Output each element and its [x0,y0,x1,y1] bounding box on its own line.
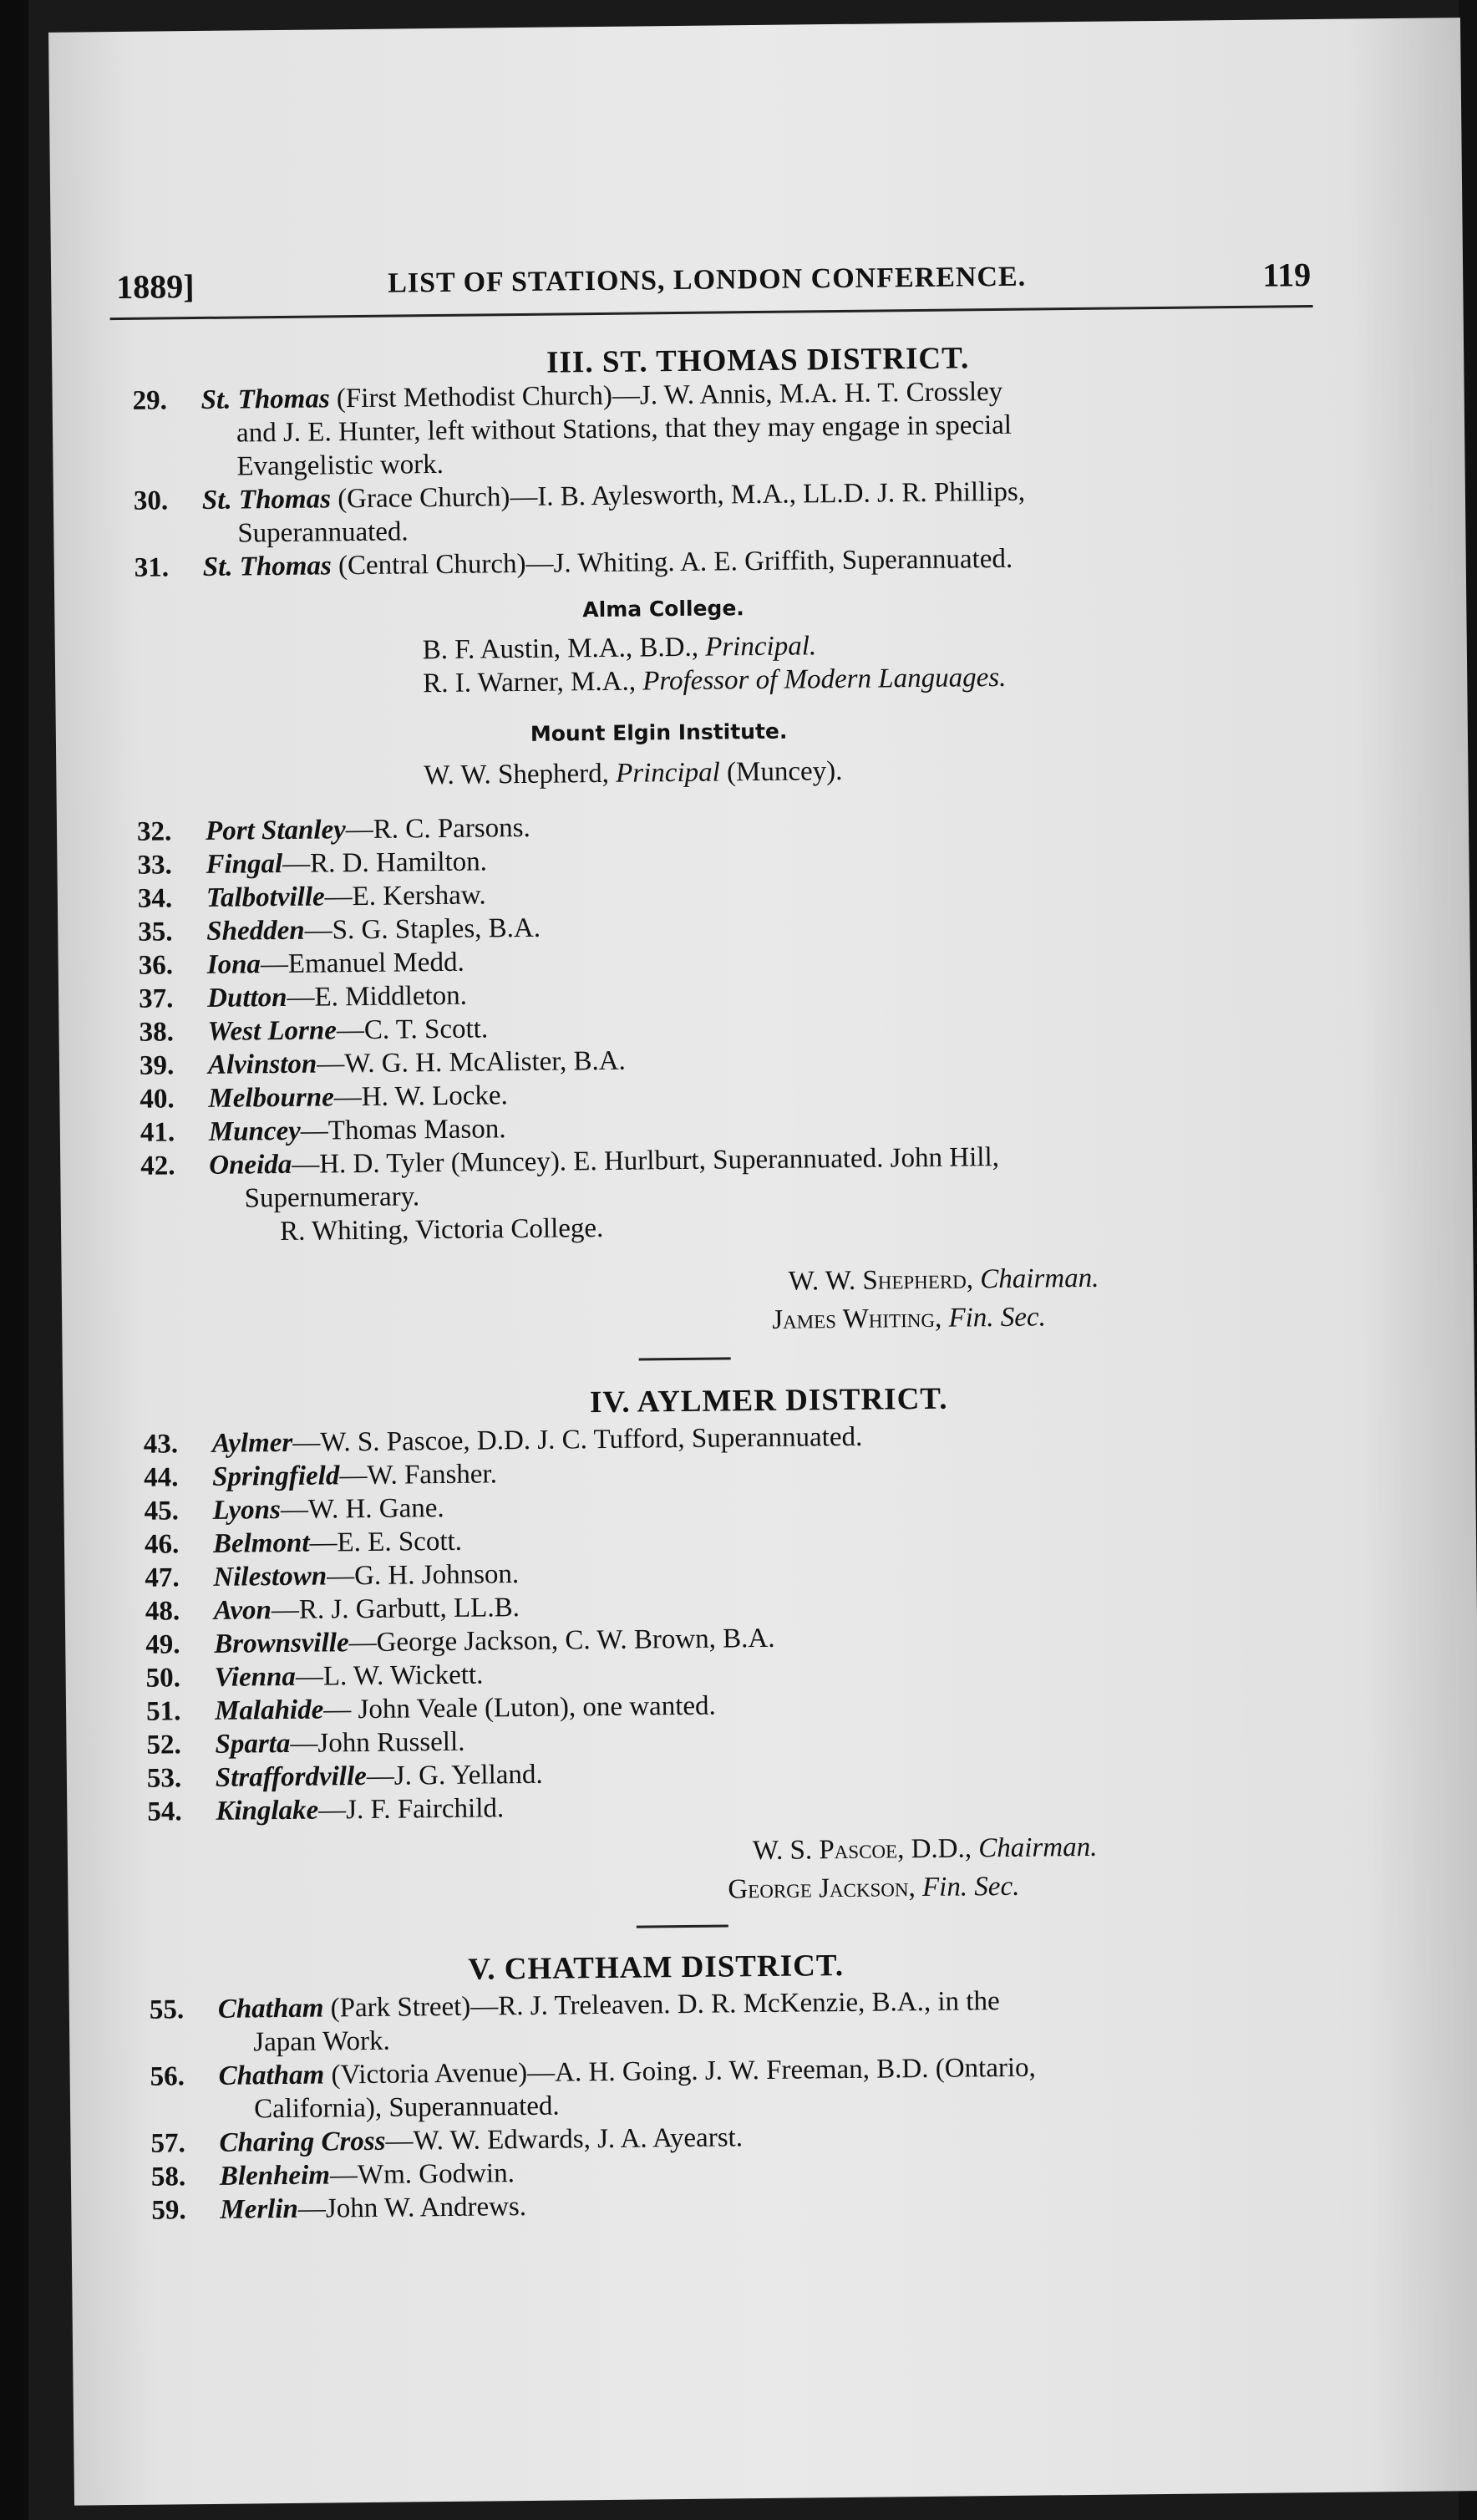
station-place: St. Thomas [202,551,332,582]
station-text: —J. F. Fairchild. [318,1793,505,1826]
station-place: Aylmer [211,1427,293,1459]
station-text: —R. J. Garbutt, LL.B. [271,1593,520,1626]
station-number: 58. [150,2162,186,2192]
station-number: 38. [139,1017,175,1048]
station-text: (First Methodist Church)—J. W. Annis, M.A. H. T. Crossley [329,376,1003,414]
station-number: 37. [138,983,174,1014]
station-place: Vienna [214,1661,297,1693]
station-place: Fingal [206,848,283,880]
station-number: 30. [133,485,169,516]
station-place: Talbotville [206,881,325,913]
district-heading-aylmer: IV. AYLMER DISTRICT. [589,1381,948,1420]
station-number: 40. [140,1084,175,1115]
station-number: 34. [137,883,173,914]
page-number: 119 [1262,256,1312,294]
station-place: Chatham [217,1993,324,2025]
fin-sec-signature: James Whiting, Fin. Sec. [772,1302,1047,1335]
station-text: —G. H. Johnson. [326,1559,520,1592]
station-text: —W. G. H. McAlister, B.A. [317,1045,626,1080]
station-continuation: Superannuated. [237,516,409,549]
station-place: Port Stanley [205,815,347,846]
mount-elgin-line: W. W. Shepherd, Principal (Muncey). [424,755,843,791]
station-number: 42. [140,1151,175,1181]
page-body [52,337,1477,2228]
station-text: —Thomas Mason. [300,1114,506,1146]
station-number: 41. [140,1117,175,1148]
station-text: —W. Fansher. [339,1459,498,1491]
station-place: Oneida [209,1149,292,1181]
station-continuation: Japan Work. [253,2025,390,2058]
station-place: Iona [206,949,261,980]
station-text: (Grace Church)—I. B. Aylesworth, M.A., LL.D. J. R. Phillips, [330,476,1026,515]
station-place: West Lorne [207,1015,338,1047]
station-number: 54. [147,1796,182,1827]
alma-college-line: R. I. Warner, M.A., Professor of Modern Languages. [423,662,1007,699]
station-place: St. Thomas [200,384,330,415]
station-number: 43. [143,1429,179,1460]
station-text: —John Russell. [290,1726,465,1759]
station-text: —Emanuel Medd. [260,947,464,980]
book-page [48,18,1477,2506]
station-text: —E. Kershaw. [324,880,486,912]
station-text: —George Jackson, C. W. Brown, B.A. [348,1623,775,1659]
station-number: 46. [144,1529,180,1560]
district-heading-chatham: V. CHATHAM DISTRICT. [468,1948,845,1987]
station-place: Malahide [214,1694,324,1726]
station-continuation: Evangelistic work. [236,449,444,482]
station-place: Merlin [220,2193,299,2225]
station-place: Charing Cross [219,2126,386,2158]
station-number: 57. [150,2128,185,2159]
station-text: —L. W. Wickett. [295,1659,484,1692]
station-place: Shedden [206,915,305,947]
station-text: —H. D. Tyler (Muncey). E. Hurlburt, Superannuated. John Hill, [292,1142,1000,1180]
running-header [116,255,1311,311]
station-place: Alvinston [207,1049,317,1080]
station-place: Muncey [208,1115,302,1147]
station-text: —W. H. Gane. [280,1492,444,1526]
station-text: —J. G. Yelland. [366,1759,543,1791]
station-number: 32. [136,816,172,847]
station-number: 35. [138,917,173,948]
station-place: Kinglake [216,1795,319,1826]
station-number: 53. [146,1763,182,1794]
station-text: (Park Street)—R. J. Treleaven. D. R. McKenzie, B.A., in the [323,1986,1000,2024]
alma-college-heading: Alma College. [582,596,744,622]
station-text: —E. E. Scott. [309,1526,463,1558]
fin-sec-signature: George Jackson, Fin. Sec. [728,1871,1020,1905]
station-continuation: R. Whiting, Victoria College. [279,1212,604,1247]
station-number: 44. [143,1462,179,1493]
station-place: Springfield [211,1461,340,1492]
station-text: —S. G. Staples, B.A. [304,912,541,946]
station-number: 52. [146,1730,181,1760]
station-continuation: Supernumerary. [244,1181,420,1214]
station-text: (Central Church)—J. Whiting. A. E. Griffith, Superannuated. [331,543,1013,582]
station-place: St. Thomas [201,484,332,516]
station-place: Lyons [212,1495,282,1526]
station-continuation: and J. E. Hunter, left without Stations, that they may engage in special [236,409,1013,449]
book-spine-shadow [0,0,28,2520]
station-number: 51. [145,1696,181,1727]
station-number: 56. [150,2061,185,2092]
station-place: Dutton [206,982,287,1014]
station-text: —John W. Andrews. [297,2192,527,2224]
station-number: 49. [145,1629,180,1660]
station-place: Brownsville [214,1628,349,1659]
station-place: Straffordville [215,1760,368,1793]
station-text: (Victoria Avenue)—A. H. Going. J. W. Freeman, B.D. (Ontario, [324,2052,1036,2091]
station-number: 59. [151,2195,186,2226]
station-text: —Wm. Godwin. [329,2158,515,2191]
station-continuation: California), Superannuated. [253,2091,560,2125]
district-heading-st-thomas: III. ST. THOMAS DISTRICT. [546,341,970,380]
station-number: 48. [145,1596,180,1627]
station-text: —R. C. Parsons. [345,812,530,846]
station-entry-42 [60,1136,1473,1251]
station-text: —E. Middleton. [287,980,468,1013]
station-number: 31. [134,552,170,583]
station-text: — John Veale (Luton), one wanted. [323,1690,716,1725]
chairman-signature: W. W. Shepherd, Chairman. [788,1263,1099,1297]
station-text: —R. D. Hamilton. [282,846,488,879]
station-place: Nilestown [213,1561,327,1593]
station-number: 39. [139,1050,175,1081]
station-number: 47. [145,1562,180,1593]
station-text: —W. W. Edwards, J. A. Ayearst. [385,2122,744,2157]
station-number: 50. [145,1663,181,1694]
station-place: Avon [213,1595,272,1626]
station-number: 55. [149,1994,185,2025]
station-text: —W. S. Pascoe, D.D. J. C. Tufford, Superannuated. [292,1421,863,1458]
chairman-signature: W. S. Pascoe, D.D., Chairman. [752,1832,1098,1867]
header-title: LIST OF STATIONS, LONDON CONFERENCE. [388,261,1027,299]
station-number: 36. [138,950,174,981]
station-number: 29. [132,385,168,416]
station-place: Sparta [215,1728,291,1760]
station-place: Belmont [212,1527,310,1559]
station-text: —H. W. Locke. [333,1080,509,1113]
station-number: 33. [137,850,172,881]
alma-college-line: B. F. Austin, M.A., B.D., Principal. [422,631,817,666]
station-number: 45. [144,1496,180,1527]
station-place: Chatham [218,2060,325,2091]
station-place: Blenheim [219,2160,331,2192]
station-entry-29 [52,370,1464,485]
mount-elgin-heading: Mount Elgin Institute. [530,719,788,746]
station-place: Melbourne [208,1082,334,1114]
header-year: 1889] [116,267,195,307]
station-text: —C. T. Scott. [336,1014,489,1046]
